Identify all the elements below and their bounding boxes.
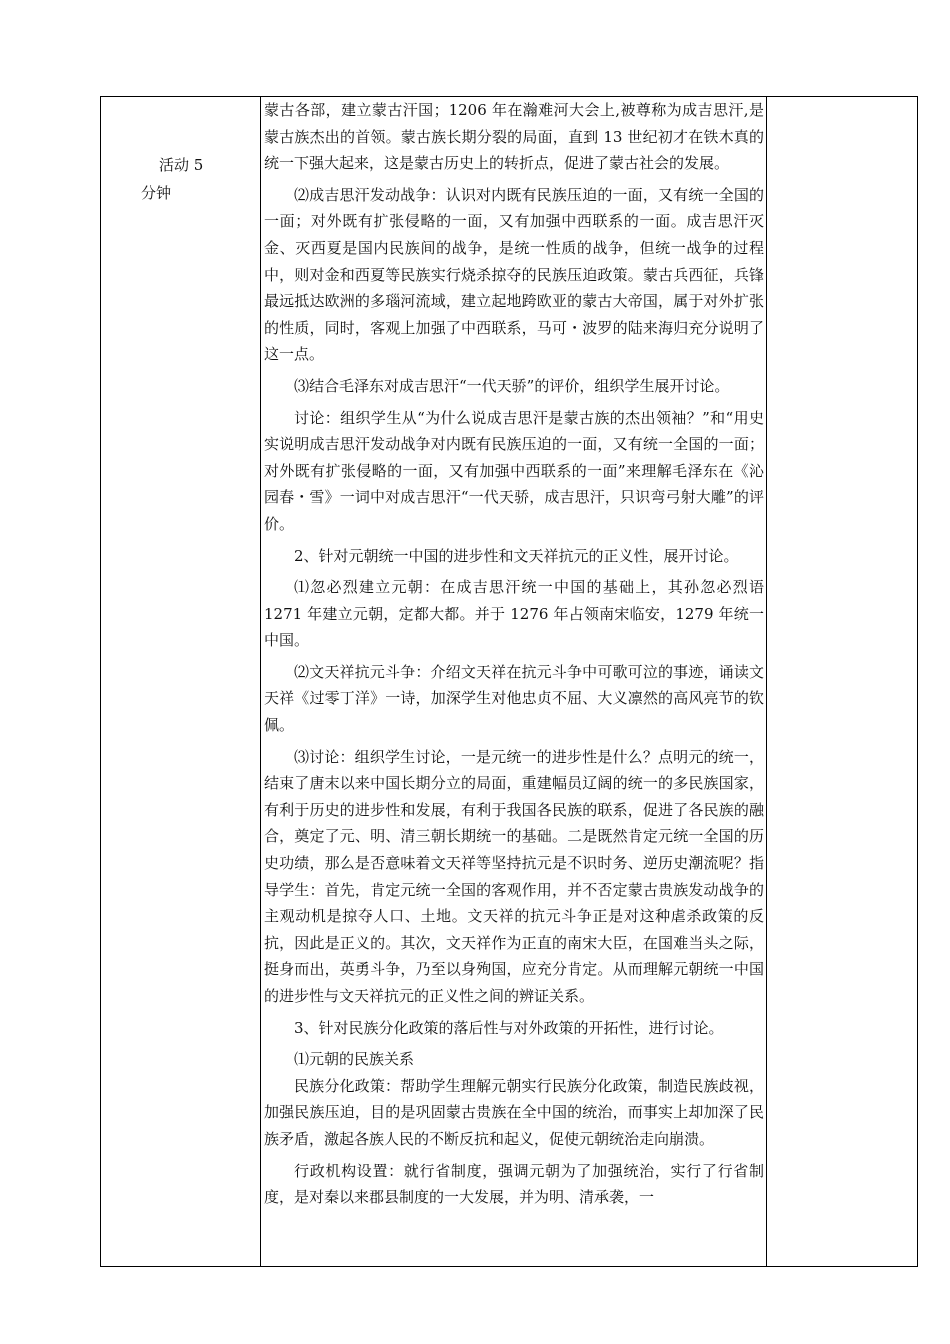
paragraph: ⑶讨论：组织学生讨论，一是元统一的进步性是什么？点明元的统一，结束了唐末以来中国长期分立的局面，重建幅员辽阔的统一的多民族国家，有利于历史的进步性和发展，有利于我国各民族的联系，促进了各民族的融合，奠定了元、明、清三朝长期统一的基础。二是既然肯定元统一全国的历史功绩，那么是否意味着文天祥等坚持抗元是不识时务、逆历史潮流呢？指导学生：首先，肯定元统一全国的客观作用，并不否定蒙古贵族发动战争的主观动机是掠夺人口、土地。文天祥的抗元斗争正是对这种虐杀政策的反抗，因此是正义的。其次，文天祥作为正直的南宋大臣，在国难当头之际，挺身而出，英勇斗争，乃至以身殉国，应充分肯定。从而理解元朝统一中国的进步性与文天祥抗元的正义性之间的辨证关系。 xyxy=(264,747,764,1005)
paragraph: ⑵成吉思汗发动战争：认识对内既有民族压迫的一面，又有统一全国的一面；对外既有扩张侵略的一面，又有加强中西联系的一面。成吉思汗灭金、灭西夏是国内民族间的战争，是统一性质的战争，但统一战争的过程中，则对金和西夏等民族实行烧杀掠夺的民族压迫政策。蒙古兵西征，兵锋最远抵达欧洲的多瑙河流域，建立起地跨欧亚的蒙古大帝国，属于对外扩张的性质，同时，客观上加强了中西联系，马可・波罗的陆来海归充分说明了这一点。 xyxy=(264,185,764,364)
lesson-table xyxy=(100,96,918,1267)
activity-label-line1: 活动 5 xyxy=(159,156,204,174)
paragraph: 2、针对元朝统一中国的进步性和文天祥抗元的正义性，展开讨论。 xyxy=(294,546,739,565)
paragraph: 行政机构设置：就行省制度，强调元朝为了加强统治，实行了行省制度，是对秦以来郡县制度的一大发展，并为明、清承袭，一 xyxy=(264,1161,764,1207)
activity-label-line2: 分钟 xyxy=(141,184,172,202)
paragraph: ⑵文天祥抗元斗争：介绍文天祥在抗元斗争中可歌可泣的事迹，诵读文天祥《过零丁洋》一诗，加深学生对他忠贞不屈、大义凛然的高风亮节的钦佩。 xyxy=(264,662,764,735)
notes-column xyxy=(767,97,917,1266)
paragraph: 3、针对民族分化政策的落后性与对外政策的开拓性，进行讨论。 xyxy=(294,1018,724,1037)
paragraph: ⑶结合毛泽东对成吉思汗“一代天骄”的评价，组织学生展开讨论。 xyxy=(294,376,730,395)
activity-time-label xyxy=(141,151,203,207)
teaching-content-column xyxy=(264,97,764,1266)
paragraph: ⑴忽必烈建立元朝：在成吉思汗统一中国的基础上，其孙忽必烈语 1271 年建立元朝，定都大都。并于 1276 年占领南宋临安，1279 年统一中国。 xyxy=(264,578,764,650)
paragraph: ⑴元朝的民族关系 xyxy=(294,1050,415,1069)
activity-column xyxy=(101,97,261,1266)
paragraph: 讨论：组织学生从“为什么说成吉思汗是蒙古族的杰出领袖？”和“用史实说明成吉思汗发动战争对内既有民族压迫的一面，又有统一全国的一面；对外既有扩张侵略的一面，又有加强中西联系的一面”来理解毛泽东在《沁园春・雪》一词中对成吉思汗“一代天骄，成吉思汗，只识弯弓射大雕”的评价。 xyxy=(264,408,764,533)
paragraph: 民族分化政策：帮助学生理解元朝实行民族分化政策，制造民族歧视，加强民族压迫，目的是巩固蒙古贵族在全中国的统治，而事实上却加深了民族矛盾，激起各族人民的不断反抗和起义，促使元朝统治走向崩溃。 xyxy=(264,1076,764,1148)
paragraph: 蒙古各部，建立蒙古汗国；1206 年在瀚难河大会上,被尊称为成吉思汗,是蒙古族杰出的首领。蒙古族长期分裂的局面，直到 13 世纪初才在铁木真的统一下强大起来，这是蒙古历史上的转折点，促进了蒙古社会的发展。 xyxy=(264,101,764,173)
